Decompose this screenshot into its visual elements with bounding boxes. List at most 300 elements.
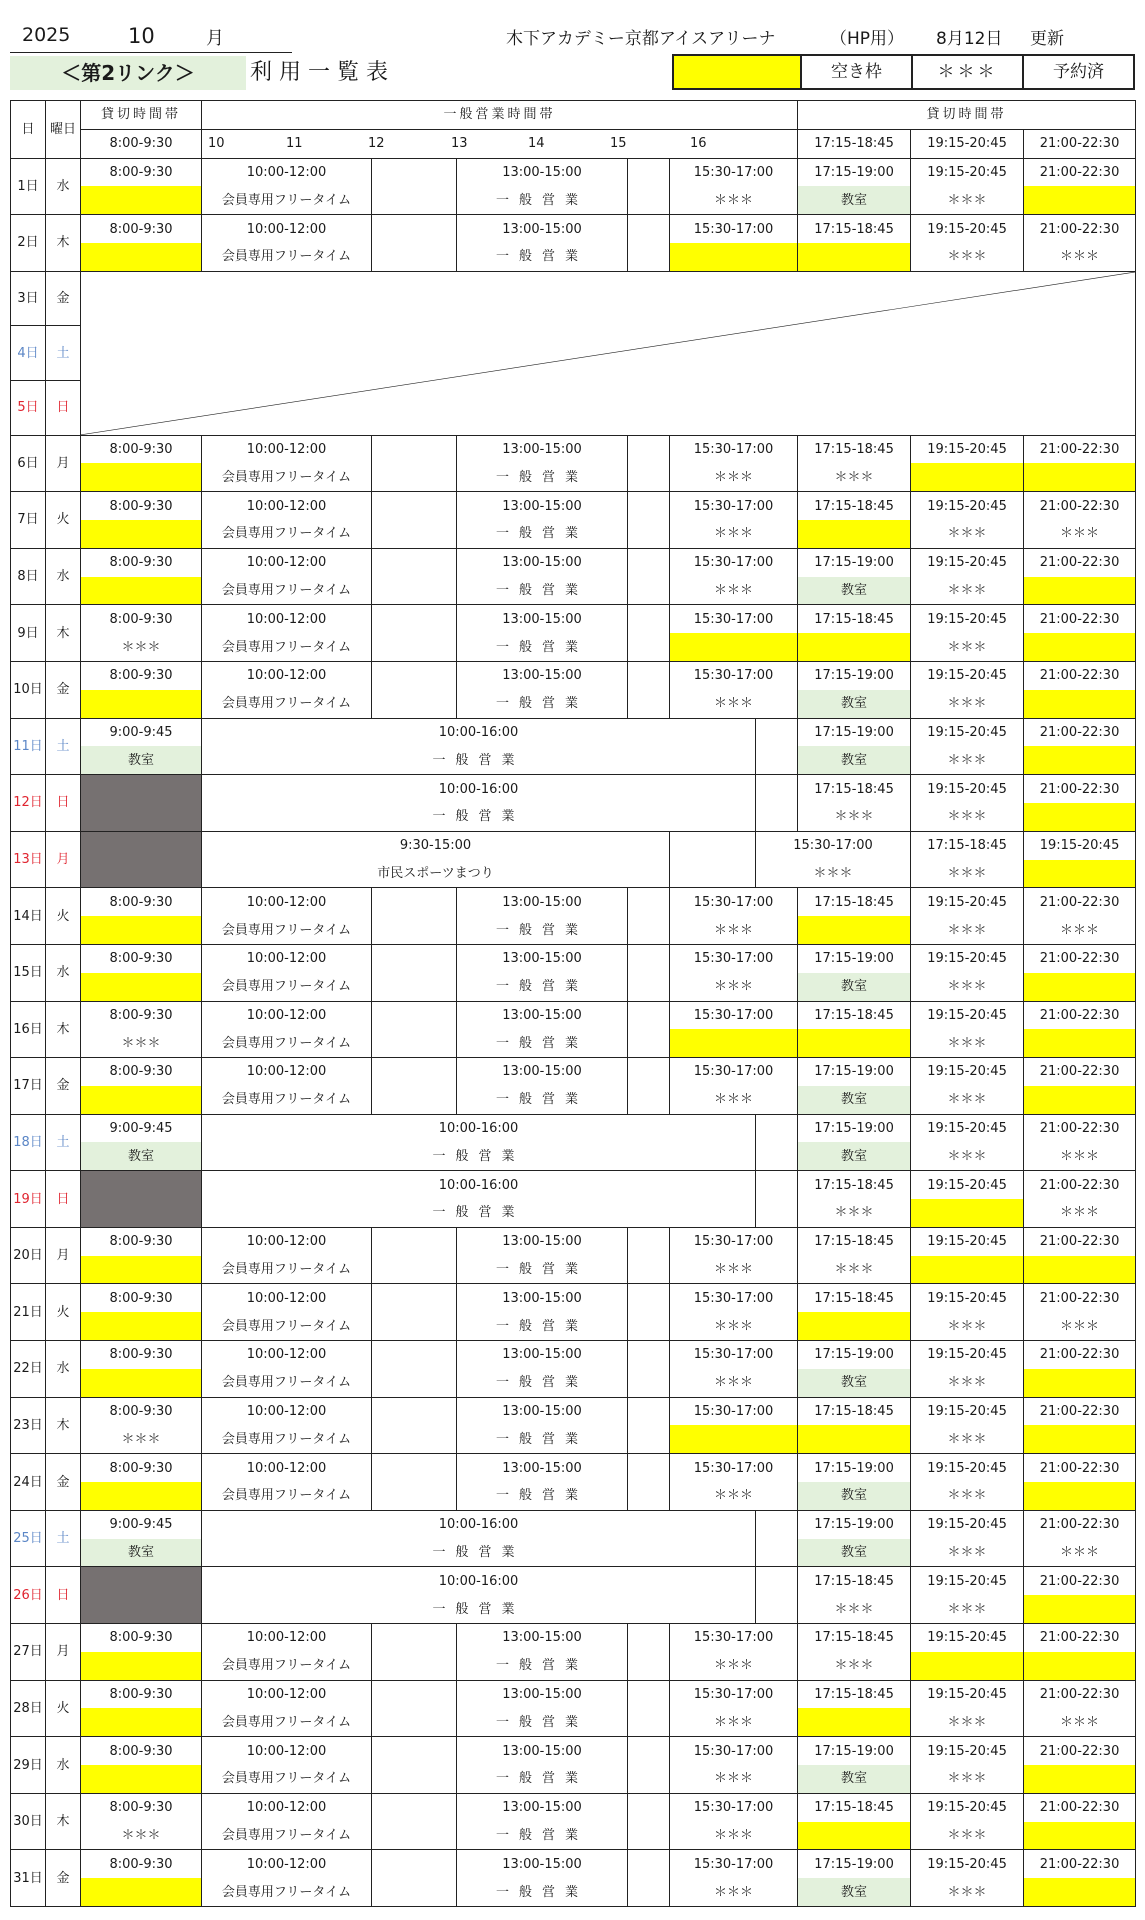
- weekday: 火: [46, 888, 81, 945]
- day-number: 9日: [11, 605, 46, 662]
- general-time: 10:00-16:00: [202, 1510, 756, 1538]
- gap-cell: [372, 944, 457, 1001]
- header-evening-2: 19:15-20:45: [911, 129, 1024, 158]
- gap-cell: [372, 1341, 457, 1398]
- evening-status-1-private: ＊＊＊: [798, 1652, 911, 1680]
- evening-time-2: 19:15-20:45: [911, 1397, 1024, 1425]
- member-label: 会員専用フリータイム: [202, 186, 372, 214]
- late-status-private: ＊＊＊: [670, 973, 798, 1001]
- evening-time-2: 19:15-20:45: [911, 435, 1024, 463]
- header-morning-time: 8:00-9:30: [81, 129, 202, 158]
- general-label: 一般営業: [457, 243, 628, 271]
- day-number: 30日: [11, 1793, 46, 1850]
- member-label: 会員専用フリータイム: [202, 1425, 372, 1453]
- member-time: 10:00-12:00: [202, 1058, 372, 1086]
- gap-cell: [628, 661, 670, 718]
- legend-open-swatch: [672, 54, 802, 90]
- day-number: 20日: [11, 1227, 46, 1284]
- gap-cell: [756, 1114, 798, 1171]
- general-time: 13:00-15:00: [457, 1001, 628, 1029]
- evening-time-3: 21:00-22:30: [1024, 1284, 1136, 1312]
- general-label: 一般営業: [202, 1539, 756, 1567]
- day-row: [11, 1567, 1136, 1595]
- evening-time-1: 17:15-18:45: [798, 1680, 911, 1708]
- evening-time-1: 17:15-19:00: [798, 1737, 911, 1765]
- morning-status-open: [81, 1765, 202, 1793]
- gap-cell: [372, 492, 457, 549]
- member-time: 10:00-12:00: [202, 1624, 372, 1652]
- late-time: 15:30-17:00: [670, 1793, 798, 1821]
- member-label: 会員専用フリータイム: [202, 1312, 372, 1340]
- weekday: 水: [46, 1341, 81, 1398]
- day-number: 2日: [11, 215, 46, 272]
- header-row-1: [11, 101, 1136, 130]
- evening-status-2-private: ＊＊＊: [911, 916, 1024, 944]
- weekday: 日: [46, 1171, 81, 1228]
- morning-status-open: [81, 520, 202, 548]
- evening-status-1-classroom: 教室: [798, 1539, 911, 1567]
- morning-status-open: [81, 973, 202, 1001]
- day-row: [11, 1454, 1136, 1482]
- general-label: 一般営業: [457, 1369, 628, 1397]
- day-row-lower: [11, 520, 1136, 548]
- year: 2025: [22, 24, 71, 46]
- gap-cell: [628, 1680, 670, 1737]
- general-label: 一般営業: [457, 463, 628, 491]
- evening-time-2: 19:15-20:45: [911, 1284, 1024, 1312]
- evening-time-3: 21:00-22:30: [1024, 1454, 1136, 1482]
- general-label: 一般営業: [202, 1199, 756, 1227]
- evening-status-1-classroom: 教室: [798, 746, 911, 774]
- weekday: 水: [46, 1737, 81, 1794]
- morning-closed: [81, 1171, 202, 1228]
- late-time: 15:30-17:00: [670, 1397, 798, 1425]
- morning-status-open: [81, 186, 202, 214]
- evening-status-3-open: [1024, 463, 1136, 491]
- evening-status-2-private: ＊＊＊: [911, 1312, 1024, 1340]
- general-label: 一般営業: [202, 1595, 756, 1623]
- general-label: 一般営業: [457, 1822, 628, 1850]
- general-time: 13:00-15:00: [457, 888, 628, 916]
- gap-cell: [628, 888, 670, 945]
- rink-title: ＜第2リンク＞: [10, 56, 246, 90]
- member-time: 10:00-12:00: [202, 158, 372, 186]
- late-status-private: ＊＊＊: [756, 860, 911, 888]
- late-status-open: [670, 243, 798, 271]
- hp-note: （HP用）: [830, 29, 905, 49]
- general-label: 一般営業: [457, 633, 628, 661]
- evening-time-1: 17:15-19:00: [798, 1114, 911, 1142]
- evening-time-3: 21:00-22:30: [1024, 1850, 1136, 1878]
- evening-time-3: 21:00-22:30: [1024, 888, 1136, 916]
- evening-time-3: 21:00-22:30: [1024, 1114, 1136, 1142]
- gap-cell: [372, 215, 457, 272]
- general-label: 一般営業: [457, 916, 628, 944]
- general-time: 13:00-15:00: [457, 1680, 628, 1708]
- morning-status-open: [81, 690, 202, 718]
- day-row: [11, 1114, 1136, 1142]
- evening-status-3-private: ＊＊＊: [1024, 1539, 1136, 1567]
- gap-cell: [756, 1567, 798, 1624]
- evening-status-3-private: ＊＊＊: [1024, 243, 1136, 271]
- evening-status-3-open: [1024, 1425, 1136, 1453]
- day-number: 5日: [11, 380, 46, 435]
- header-evening-1: 17:15-18:45: [798, 129, 911, 158]
- morning-time: 8:00-9:30: [81, 1001, 202, 1029]
- weekday: 月: [46, 1227, 81, 1284]
- evening-time-1: 17:15-18:45: [798, 215, 911, 243]
- weekday: 金: [46, 1454, 81, 1511]
- evening-time-2: 19:15-20:45: [1024, 831, 1136, 859]
- evening-time-1: 17:15-19:00: [798, 661, 911, 689]
- morning-time: 8:00-9:30: [81, 1284, 202, 1312]
- weekday: 金: [46, 1850, 81, 1907]
- day-row-lower: [11, 1708, 1136, 1736]
- evening-time-2: 19:15-20:45: [911, 1001, 1024, 1029]
- late-status-private: ＊＊＊: [670, 1369, 798, 1397]
- day-row: [11, 1284, 1136, 1312]
- general-label: 一般営業: [457, 690, 628, 718]
- evening-status-2-private: ＊＊＊: [911, 1425, 1024, 1453]
- day-row: [11, 1680, 1136, 1708]
- member-time: 10:00-12:00: [202, 548, 372, 576]
- gap-cell: [628, 492, 670, 549]
- weekday: 日: [46, 1567, 81, 1624]
- evening-time-3: 21:00-22:30: [1024, 1341, 1136, 1369]
- gap-cell: [756, 718, 798, 775]
- late-status-private: ＊＊＊: [670, 1256, 798, 1284]
- day-row: [11, 661, 1136, 689]
- update-date: 8月12日: [936, 29, 1003, 49]
- day-number: 24日: [11, 1454, 46, 1511]
- morning-closed: [81, 1567, 202, 1624]
- general-time: 13:00-15:00: [457, 215, 628, 243]
- legend-reserved-label: 予約済: [1022, 54, 1135, 90]
- morning-time: 8:00-9:30: [81, 548, 202, 576]
- evening-time-3: 21:00-22:30: [1024, 1227, 1136, 1255]
- day-row: [11, 435, 1136, 463]
- evening-status-1-private: ＊＊＊: [798, 463, 911, 491]
- member-label: 会員専用フリータイム: [202, 1086, 372, 1114]
- weekday: 火: [46, 1680, 81, 1737]
- evening-time-2: 19:15-20:45: [911, 1793, 1024, 1821]
- late-time: 15:30-17:00: [670, 1001, 798, 1029]
- hour-tick: 16: [690, 135, 707, 151]
- day-row-lower: [11, 1369, 1136, 1397]
- evening-status-3-open: [1024, 633, 1136, 661]
- weekday: 水: [46, 548, 81, 605]
- morning-time: 8:00-9:30: [81, 661, 202, 689]
- day-number: 7日: [11, 492, 46, 549]
- member-label: 会員専用フリータイム: [202, 1652, 372, 1680]
- late-status-private: ＊＊＊: [670, 1086, 798, 1114]
- late-status-private: ＊＊＊: [670, 1482, 798, 1510]
- day-number: 21日: [11, 1284, 46, 1341]
- weekday: 木: [46, 215, 81, 272]
- evening-status-1-classroom: 教室: [798, 1086, 911, 1114]
- evening-status-1-open: [798, 916, 911, 944]
- morning-time: 8:00-9:30: [81, 435, 202, 463]
- evening-status-2-open: [911, 463, 1024, 491]
- weekday: 土: [46, 326, 81, 381]
- late-time: 15:30-17:00: [670, 1227, 798, 1255]
- day-row: [11, 1058, 1136, 1086]
- evening-status-3-private: ＊＊＊: [1024, 1708, 1136, 1736]
- day-number: 23日: [11, 1397, 46, 1454]
- evening-status-3-open: [1024, 1256, 1136, 1284]
- morning-time: 8:00-9:30: [81, 1737, 202, 1765]
- member-time: 10:00-12:00: [202, 1850, 372, 1878]
- gap-cell: [756, 1171, 798, 1228]
- day-row-lower: [11, 746, 1136, 774]
- weekday: 木: [46, 605, 81, 662]
- evening-status-2-private: ＊＊＊: [911, 243, 1024, 271]
- late-time: 15:30-17:00: [756, 831, 911, 859]
- general-label: 一般営業: [457, 1482, 628, 1510]
- day-row: [11, 215, 1136, 243]
- header-evening-3: 21:00-22:30: [1024, 129, 1136, 158]
- day-row-lower: [11, 186, 1136, 214]
- late-time: 15:30-17:00: [670, 1737, 798, 1765]
- evening-time-2: 19:15-20:45: [911, 1850, 1024, 1878]
- morning-time: 9:00-9:45: [81, 1510, 202, 1538]
- day-number: 18日: [11, 1114, 46, 1171]
- morning-status-open: [81, 1369, 202, 1397]
- hour-tick: 12: [368, 135, 385, 151]
- evening-time-2: 19:15-20:45: [911, 1058, 1024, 1086]
- evening-time-2: 19:15-20:45: [911, 1454, 1024, 1482]
- evening-time-1: 17:15-18:45: [798, 1567, 911, 1595]
- general-label: 一般営業: [457, 973, 628, 1001]
- general-time: 13:00-15:00: [457, 1227, 628, 1255]
- member-label: 会員専用フリータイム: [202, 463, 372, 491]
- general-label: 一般営業: [457, 1425, 628, 1453]
- evening-time-2: 19:15-20:45: [911, 215, 1024, 243]
- member-label: 会員専用フリータイム: [202, 1822, 372, 1850]
- weekday: 火: [46, 1284, 81, 1341]
- weekday: 金: [46, 271, 81, 326]
- day-row-lower: [11, 916, 1136, 944]
- month-suffix: 月: [206, 28, 224, 49]
- member-time: 10:00-12:00: [202, 944, 372, 972]
- evening-time-1: 17:15-18:45: [798, 1284, 911, 1312]
- weekday: 日: [46, 775, 81, 832]
- member-time: 10:00-12:00: [202, 1001, 372, 1029]
- morning-time: 8:00-9:30: [81, 1454, 202, 1482]
- evening-time-1: 17:15-18:45: [798, 435, 911, 463]
- evening-status-3-open: [1024, 186, 1136, 214]
- general-label: 一般営業: [457, 1765, 628, 1793]
- evening-time-1: 17:15-19:00: [798, 944, 911, 972]
- member-label: 会員専用フリータイム: [202, 973, 372, 1001]
- gap-cell: [628, 944, 670, 1001]
- morning-time: 8:00-9:30: [81, 1397, 202, 1425]
- morning-time: 8:00-9:30: [81, 1624, 202, 1652]
- morning-status-open: [81, 1312, 202, 1340]
- evening-status-2-private: ＊＊＊: [911, 1086, 1024, 1114]
- evening-status-3-private: ＊＊＊: [1024, 1312, 1136, 1340]
- evening-status-3-open: [1024, 1878, 1136, 1906]
- member-time: 10:00-12:00: [202, 435, 372, 463]
- morning-status-open: [81, 577, 202, 605]
- evening-status-1-open: [798, 1425, 911, 1453]
- general-time: 13:00-15:00: [457, 548, 628, 576]
- evening-status-2-private: ＊＊＊: [911, 1765, 1024, 1793]
- day-row: [11, 1171, 1136, 1199]
- evening-time-3: 21:00-22:30: [1024, 158, 1136, 186]
- late-status-private: ＊＊＊: [670, 186, 798, 214]
- general-label: 一般営業: [457, 1708, 628, 1736]
- evening-status-1-classroom: 教室: [798, 577, 911, 605]
- member-time: 10:00-12:00: [202, 1793, 372, 1821]
- venue-name: 木下アカデミー京都アイスアリーナ: [506, 29, 776, 49]
- evening-time-1: 17:15-19:00: [798, 1058, 911, 1086]
- day-row-lower: [11, 243, 1136, 271]
- evening-status-3-open: [1024, 1482, 1136, 1510]
- update-label: 更新: [1030, 29, 1064, 49]
- evening-status-2-open: [911, 1256, 1024, 1284]
- evening-status-1-open: [798, 1708, 911, 1736]
- evening-time-3: 21:00-22:30: [1024, 1397, 1136, 1425]
- evening-status-2-private: ＊＊＊: [911, 1595, 1024, 1623]
- member-label: 会員専用フリータイム: [202, 633, 372, 661]
- general-label: 一般営業: [202, 803, 756, 831]
- general-label: 一般営業: [202, 746, 756, 774]
- late-time: 15:30-17:00: [670, 1850, 798, 1878]
- morning-closed: [81, 831, 202, 888]
- morning-time: 8:00-9:30: [81, 605, 202, 633]
- evening-time-1: 17:15-18:45: [798, 492, 911, 520]
- general-time: 10:00-16:00: [202, 1171, 756, 1199]
- morning-time: 8:00-9:30: [81, 1227, 202, 1255]
- day-row-lower: [11, 690, 1136, 718]
- gap-cell: [372, 548, 457, 605]
- day-row: [11, 1510, 1136, 1538]
- evening-status-2-open: [911, 1652, 1024, 1680]
- weekday: 月: [46, 435, 81, 492]
- evening-time-3: 21:00-22:30: [1024, 1624, 1136, 1652]
- late-status-private: ＊＊＊: [670, 577, 798, 605]
- evening-time-1: 17:15-18:45: [798, 1227, 911, 1255]
- gap-cell: [372, 888, 457, 945]
- morning-status-open: [81, 1482, 202, 1510]
- late-time: 15:30-17:00: [670, 944, 798, 972]
- evening-time-3: 21:00-22:30: [1024, 1058, 1136, 1086]
- morning-status-open: [81, 1878, 202, 1906]
- evening-time-1: 17:15-19:00: [798, 1850, 911, 1878]
- evening-status-3-open: [1024, 1822, 1136, 1850]
- gap-cell: [372, 158, 457, 215]
- morning-status-private: ＊＊＊: [81, 1425, 202, 1453]
- evening-status-2-private: ＊＊＊: [911, 1539, 1024, 1567]
- member-time: 10:00-12:00: [202, 888, 372, 916]
- evening-status-2-private: ＊＊＊: [911, 803, 1024, 831]
- general-time: 13:00-15:00: [457, 1793, 628, 1821]
- evening-time-3: 21:00-22:30: [1024, 1001, 1136, 1029]
- general-label: 一般営業: [457, 1878, 628, 1906]
- day-row: [11, 888, 1136, 916]
- late-time: 15:30-17:00: [670, 1680, 798, 1708]
- evening-time-1: 17:15-18:45: [798, 605, 911, 633]
- evening-status-2-private: ＊＊＊: [911, 520, 1024, 548]
- day-row: [11, 1793, 1136, 1821]
- gap-cell: [372, 1058, 457, 1115]
- day-number: 26日: [11, 1567, 46, 1624]
- evening-time-2: 19:15-20:45: [911, 492, 1024, 520]
- evening-time-2: 19:15-20:45: [911, 1114, 1024, 1142]
- late-status-private: ＊＊＊: [670, 1765, 798, 1793]
- evening-time-3: 21:00-22:30: [1024, 1793, 1136, 1821]
- evening-time-1: 17:15-18:45: [911, 831, 1024, 859]
- day-number: 25日: [11, 1510, 46, 1567]
- member-label: 会員専用フリータイム: [202, 916, 372, 944]
- evening-status-1-open: [798, 1822, 911, 1850]
- evening-time-1: 17:15-19:00: [798, 1341, 911, 1369]
- gap-cell: [372, 1850, 457, 1907]
- morning-time: 8:00-9:30: [81, 158, 202, 186]
- general-time: 13:00-15:00: [457, 1397, 628, 1425]
- day-row-lower: [11, 1482, 1136, 1510]
- day-number: 28日: [11, 1680, 46, 1737]
- morning-time: 8:00-9:30: [81, 1850, 202, 1878]
- evening-time-3: 21:00-22:30: [1024, 435, 1136, 463]
- general-time: 10:00-16:00: [202, 1567, 756, 1595]
- evening-status-1-classroom: 教室: [798, 690, 911, 718]
- gap-cell: [372, 605, 457, 662]
- member-time: 10:00-12:00: [202, 215, 372, 243]
- general-time: 13:00-15:00: [457, 492, 628, 520]
- morning-status-classroom: 教室: [81, 746, 202, 774]
- evening-time-1: 17:15-18:45: [798, 1624, 911, 1652]
- hour-ticks: [202, 129, 798, 158]
- member-label: 会員専用フリータイム: [202, 1369, 372, 1397]
- gap-cell: [372, 435, 457, 492]
- evening-status-3-open: [1024, 973, 1136, 1001]
- morning-status-private: ＊＊＊: [81, 633, 202, 661]
- gap-cell: [628, 605, 670, 662]
- general-time: 13:00-15:00: [457, 1737, 628, 1765]
- festival-time: 9:30-15:00: [202, 831, 670, 859]
- gap-cell: [628, 1850, 670, 1907]
- morning-time: 8:00-9:30: [81, 1793, 202, 1821]
- evening-time-1: 17:15-18:45: [798, 1171, 911, 1199]
- late-time: 15:30-17:00: [670, 1624, 798, 1652]
- late-time: 15:30-17:00: [670, 888, 798, 916]
- day-row: [11, 831, 1136, 859]
- general-label: 一般営業: [457, 1652, 628, 1680]
- late-time: 15:30-17:00: [670, 1058, 798, 1086]
- evening-status-2-private: ＊＊＊: [911, 1822, 1024, 1850]
- schedule-table: [10, 100, 1136, 1907]
- day-row-lower: [11, 1822, 1136, 1850]
- general-time: 13:00-15:00: [457, 435, 628, 463]
- header-weekday: 曜日: [46, 101, 81, 159]
- evening-time-2: 19:15-20:45: [911, 605, 1024, 633]
- day-row-lower: [11, 1312, 1136, 1340]
- member-time: 10:00-12:00: [202, 492, 372, 520]
- member-time: 10:00-12:00: [202, 1284, 372, 1312]
- general-label: 一般営業: [202, 1142, 756, 1170]
- evening-time-3: 21:00-22:30: [1024, 492, 1136, 520]
- day-row: [11, 1850, 1136, 1878]
- evening-time-1: 17:15-18:45: [798, 775, 911, 803]
- weekday: 月: [46, 1624, 81, 1681]
- morning-status-open: [81, 463, 202, 491]
- member-time: 10:00-12:00: [202, 1397, 372, 1425]
- day-number: 10日: [11, 661, 46, 718]
- day-row: [11, 158, 1136, 186]
- gap-cell: [628, 1058, 670, 1115]
